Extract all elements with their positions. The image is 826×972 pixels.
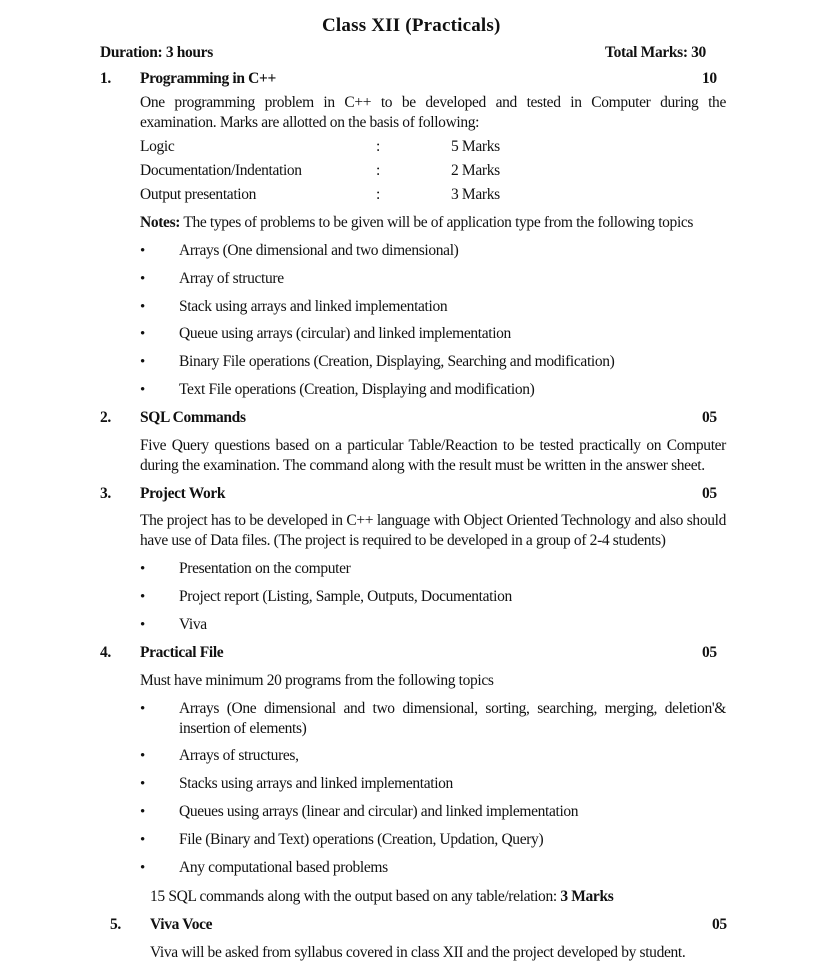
list-item: Arrays (One dimensional and two dimensional, sorting, searching, merging, deletion'& insertion of elements) — [179, 700, 726, 737]
bullet-icon: • — [140, 832, 146, 848]
section-1-heading: Programming in C++ — [140, 70, 276, 87]
section-2-heading: SQL Commands — [140, 409, 246, 426]
section-3-marks: 05 — [702, 485, 717, 502]
list-item: Any computational based problems — [179, 859, 388, 876]
list-item: File (Binary and Text) operations (Creation, Updation, Query) — [179, 831, 544, 848]
list-item: Binary File operations (Creation, Displaying, Searching and modification) — [179, 353, 615, 370]
marks-table-value: 3 Marks — [451, 186, 500, 203]
marks-table-separator: : — [376, 186, 380, 203]
list-item: Project report (Listing, Sample, Outputs, Documentation — [179, 588, 512, 605]
section-3-number: 3. — [100, 485, 111, 502]
notes-label: Notes: — [140, 214, 181, 231]
bullet-icon: • — [140, 617, 146, 633]
bullet-icon: • — [140, 382, 146, 398]
marks-table-label: Logic — [140, 138, 175, 155]
list-item: Viva — [179, 616, 207, 633]
section-2-number: 2. — [100, 409, 111, 426]
page-title: Class XII (Practicals) — [322, 15, 501, 36]
section-5-marks: 05 — [712, 916, 727, 933]
section-1-marks: 10 — [702, 70, 717, 87]
list-item: Array of structure — [179, 270, 284, 287]
notes-text: The types of problems to be given will be of application type from the following topics — [180, 214, 694, 231]
section-5-number: 5. — [110, 916, 121, 933]
bullet-icon: • — [140, 561, 146, 577]
marks-table-label: Output presentation — [140, 186, 257, 203]
section-2-text: Five Query questions based on a particular Table/Reaction to be tested practically on Computer during the examination. The command along with the result must be written in the answer sheet. — [140, 437, 726, 474]
list-item: Arrays (One dimensional and two dimensional) — [179, 242, 459, 259]
section-3-heading: Project Work — [140, 485, 226, 502]
section-1-number: 1. — [100, 70, 111, 87]
bullet-icon: • — [140, 243, 146, 259]
list-item: Arrays of structures, — [179, 747, 299, 764]
sql-commands-note — [150, 887, 613, 907]
total-marks: Total Marks: 30 — [605, 44, 706, 61]
marks-table-label: Documentation/Indentation — [140, 162, 302, 179]
bullet-icon: • — [140, 748, 146, 764]
list-item: Queue using arrays (circular) and linked implementation — [179, 325, 511, 342]
section-2-marks: 05 — [702, 409, 717, 426]
section-4-text: Must have minimum 20 programs from the following topics — [140, 672, 494, 689]
list-item: Queues using arrays (linear and circular) and linked implementation — [179, 803, 579, 820]
bullet-icon: • — [140, 860, 146, 876]
section-5-text: Viva will be asked from syllabus covered in class XII and the project developed by student. — [150, 944, 686, 961]
section-1-intro: One programming problem in C++ to be developed and tested in Computer during the examination. Marks are allotted on the basis of following: — [140, 94, 726, 131]
list-item: Stack using arrays and linked implementation — [179, 298, 448, 315]
bullet-icon: • — [140, 589, 146, 605]
section-3-text: The project has to be developed in C++ language with Object Oriented Technology and also should have use of Data files. (The project is required to be developed in a group of 2-4 students) — [140, 512, 726, 549]
marks-table-value: 5 Marks — [451, 138, 500, 155]
list-item: Stacks using arrays and linked implementation — [179, 775, 453, 792]
bullet-icon: • — [140, 271, 146, 287]
section-4-number: 4. — [100, 644, 111, 661]
marks-table-value: 2 Marks — [451, 162, 500, 179]
sql-note-text: 15 SQL commands along with the output based on any table/relation: — [150, 888, 561, 905]
bullet-icon: • — [140, 326, 146, 342]
bullet-icon: • — [140, 354, 146, 370]
bullet-icon: • — [140, 776, 146, 792]
section-4-heading: Practical File — [140, 644, 224, 661]
section-4-marks: 05 — [702, 644, 717, 661]
list-item: Presentation on the computer — [179, 560, 351, 577]
bullet-icon: • — [140, 299, 146, 315]
list-item: Text File operations (Creation, Displaying and modification) — [179, 381, 535, 398]
bullet-icon: • — [140, 701, 146, 717]
marks-table-separator: : — [376, 138, 380, 155]
duration: Duration: 3 hours — [100, 44, 213, 61]
sql-note-marks: 3 Marks — [560, 888, 614, 905]
bullet-icon: • — [140, 804, 146, 820]
marks-table-separator: : — [376, 162, 380, 179]
notes — [140, 213, 693, 233]
section-5-heading: Viva Voce — [150, 916, 213, 933]
